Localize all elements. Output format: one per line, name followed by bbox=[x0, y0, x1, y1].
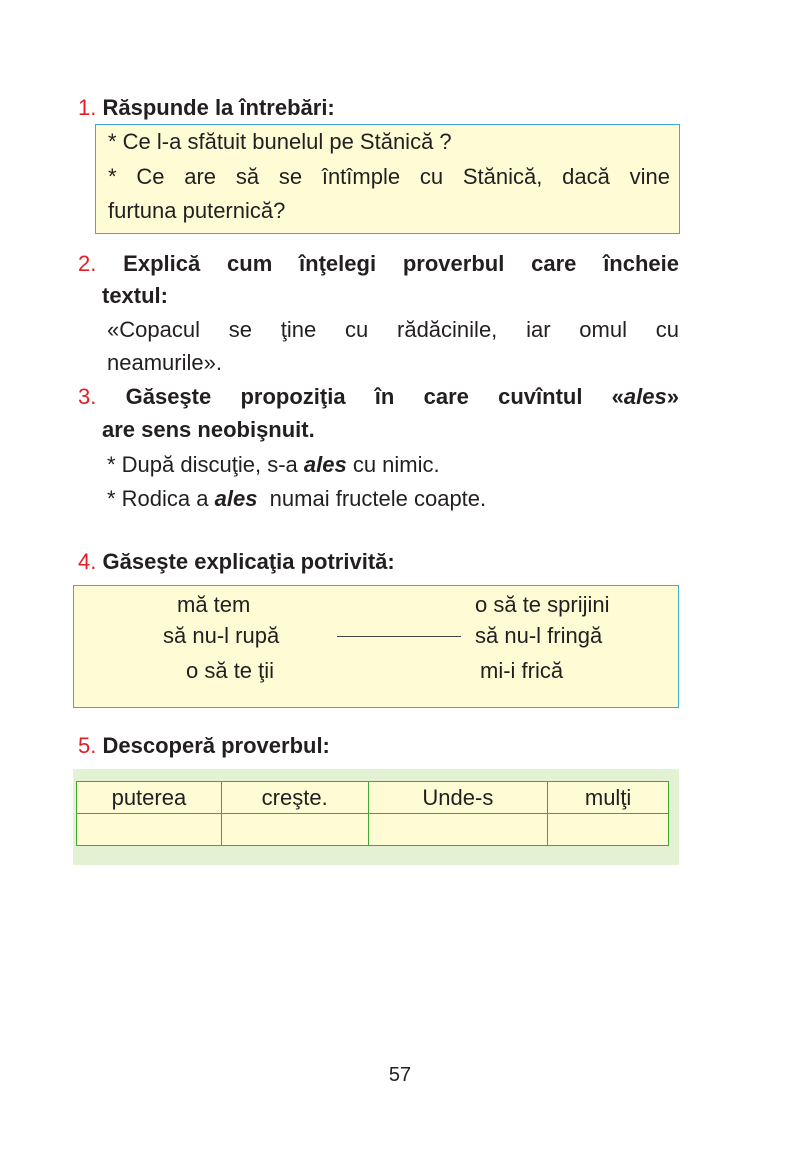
exercise-title: Răspunde la întrebări: bbox=[102, 95, 335, 120]
page-number: 57 bbox=[388, 1064, 412, 1086]
sentence-2-b: numai fructele coapte. bbox=[257, 486, 487, 511]
match-line bbox=[337, 636, 461, 637]
word-cell: creşte. bbox=[221, 782, 368, 814]
exercise-2-heading bbox=[78, 250, 679, 278]
exercise-3-heading-line-2: are sens neobişnuit. bbox=[102, 417, 315, 442]
exercise-4-heading bbox=[78, 548, 395, 576]
answer-cell[interactable] bbox=[77, 814, 222, 846]
right-item-3: mi-i frică bbox=[480, 658, 564, 683]
question-1: * Ce l-a sfătuit bunelul pe Stănică ? bbox=[108, 129, 452, 154]
exercise-title: Descoperă proverbul: bbox=[102, 733, 330, 758]
table-row bbox=[77, 782, 669, 814]
question-2-line-2: furtuna puternică? bbox=[108, 198, 286, 223]
exercise-5-heading bbox=[78, 732, 330, 760]
exercise-number: 3. bbox=[78, 384, 97, 409]
highlighted-word: ales bbox=[214, 486, 258, 511]
left-item-2: să nu-l rupă bbox=[163, 623, 280, 648]
highlighted-word: ales bbox=[623, 384, 667, 409]
left-item-1: mă tem bbox=[177, 592, 251, 617]
exercise-title-line-1: Explică cum înţelegi proverbul care încheie bbox=[123, 251, 679, 276]
right-item-2: să nu-l fringă bbox=[475, 623, 603, 648]
exercise-number: 2. bbox=[78, 251, 97, 276]
exercise-2-heading-line-2: textul: bbox=[102, 283, 168, 308]
exercise-title: Găseşte explicaţia potrivită: bbox=[102, 549, 395, 574]
answer-cell[interactable] bbox=[548, 814, 669, 846]
exercise-number: 1. bbox=[78, 95, 97, 120]
word-cell: puterea bbox=[77, 782, 222, 814]
answer-cell[interactable] bbox=[221, 814, 368, 846]
exercise-title-a: Găseşte propoziţia în care cuvîntul « bbox=[125, 384, 624, 409]
question-2-line-1: * Ce are să se întîmple cu Stănică, dacă vine bbox=[108, 164, 670, 189]
sentence-1 bbox=[107, 451, 440, 479]
exercise-3-heading bbox=[78, 383, 679, 411]
exercise-title-b: » bbox=[666, 384, 679, 409]
word-cell: Unde-s bbox=[368, 782, 548, 814]
sentence-1-a: * După discuţie, s-a bbox=[107, 452, 304, 477]
right-item-1: o să te sprijini bbox=[475, 592, 610, 617]
proverb-line-2: neamurile». bbox=[107, 350, 222, 375]
exercise-number: 4. bbox=[78, 549, 97, 574]
proverb-table-panel bbox=[73, 769, 679, 865]
exercise-1-heading bbox=[78, 94, 335, 122]
proverb-line-1: «Copacul se ţine cu rădăcinile, iar omul cu bbox=[107, 317, 679, 342]
sentence-2 bbox=[107, 485, 486, 513]
sentence-1-b: cu nimic. bbox=[346, 452, 440, 477]
left-item-3: o să te ţii bbox=[186, 658, 275, 683]
sentence-2-a: * Rodica a bbox=[107, 486, 215, 511]
table-row bbox=[77, 814, 669, 846]
proverb-table bbox=[76, 781, 669, 846]
answer-cell[interactable] bbox=[368, 814, 548, 846]
highlighted-word: ales bbox=[303, 452, 347, 477]
word-cell: mulţi bbox=[548, 782, 669, 814]
exercise-number: 5. bbox=[78, 733, 97, 758]
